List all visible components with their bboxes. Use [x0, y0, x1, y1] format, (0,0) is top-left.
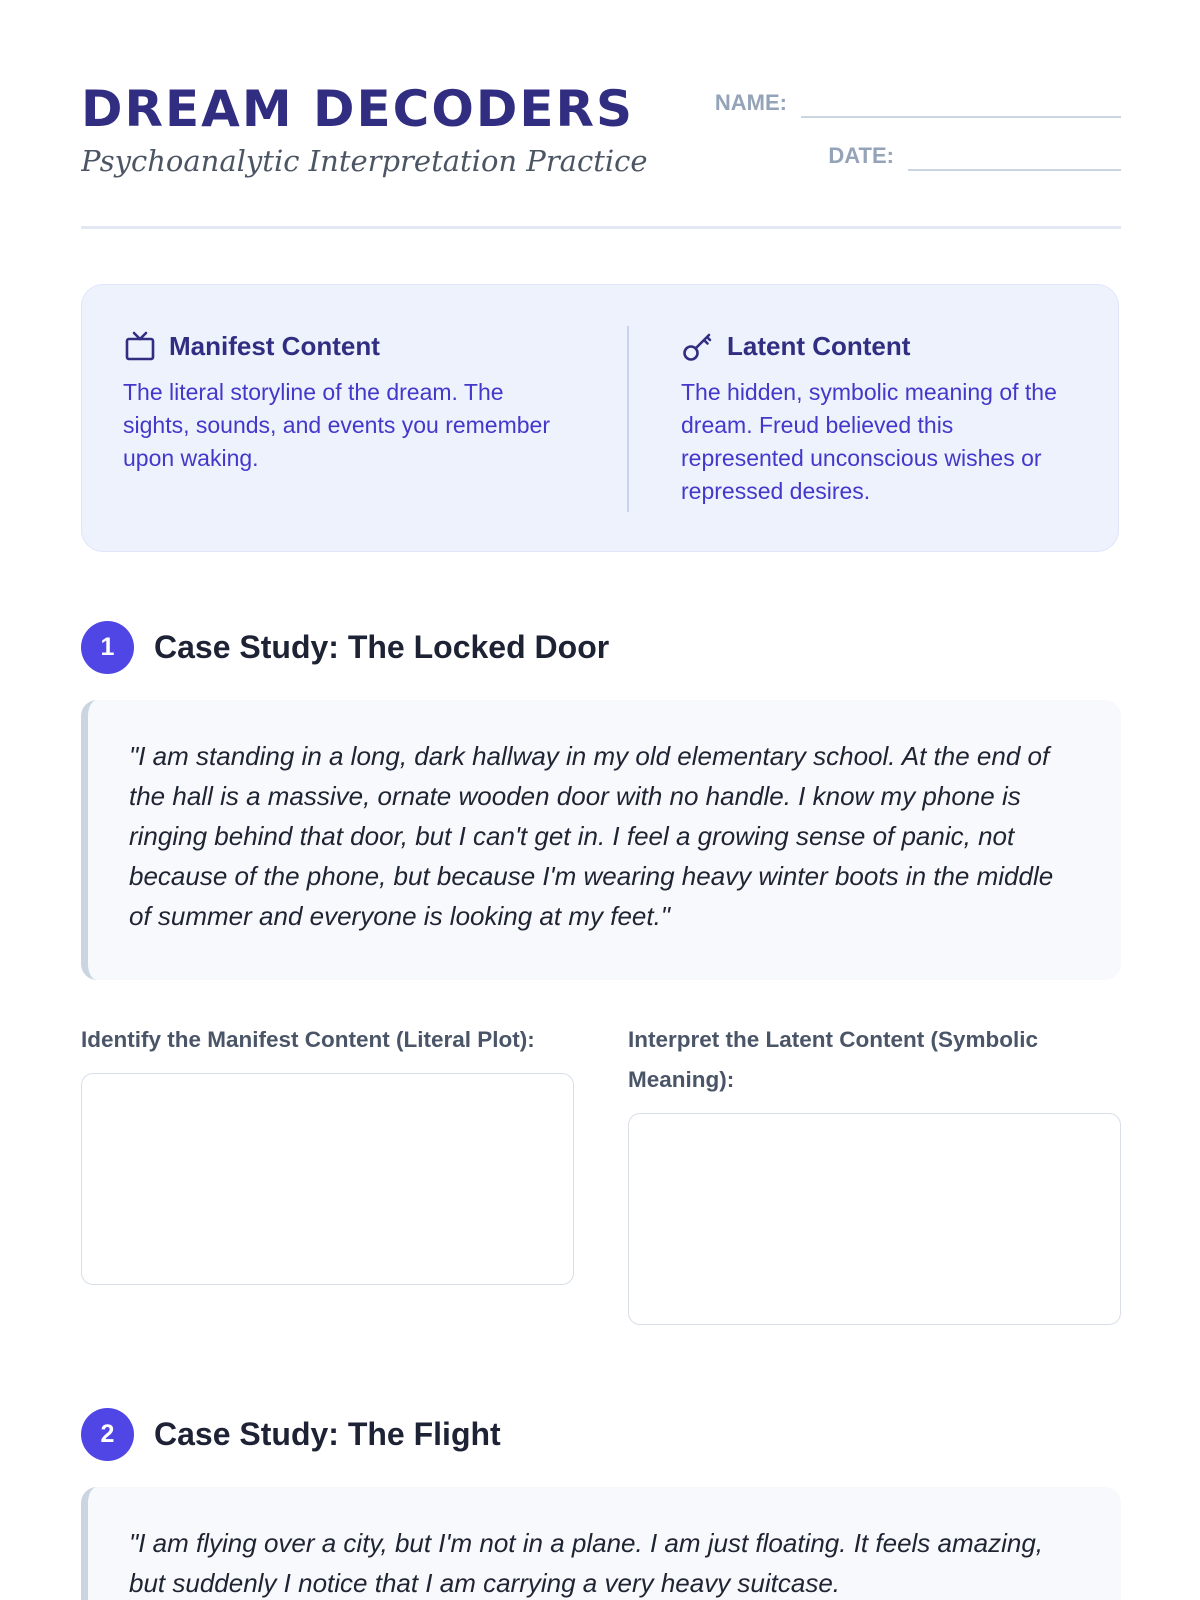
latent-definition	[681, 329, 1081, 508]
case-study-1	[81, 620, 1121, 1092]
tv-icon	[123, 329, 157, 363]
date-label: DATE:	[828, 143, 894, 168]
date-field	[828, 141, 1121, 171]
page-title: DREAM DECODERS	[81, 80, 635, 138]
concept-divider	[627, 326, 629, 512]
manifest-title: Manifest Content	[169, 330, 380, 361]
concept-definitions-box	[81, 284, 1119, 552]
case-study-2-heading	[81, 1407, 1121, 1461]
manifest-heading	[123, 329, 553, 363]
manifest-answer-box[interactable]	[81, 1073, 574, 1285]
latent-prompt: Interpret the Latent Content (Symbolic Meaning):	[628, 1027, 1039, 1092]
case-study-title: Case Study: The Locked Door	[154, 628, 610, 665]
page-subtitle: Psychoanalytic Interpretation Practice	[81, 144, 648, 178]
case-number-badge: 1	[81, 621, 134, 674]
latent-title: Latent Content	[727, 330, 911, 361]
name-input-line[interactable]	[801, 88, 1121, 118]
latent-answer-area	[628, 1020, 1121, 1325]
latent-answer-box[interactable]	[628, 1113, 1121, 1325]
dream-description: "I am flying over a city, but I'm not in a plane. I am just floating. It feels amazing, but suddenly I notice that I am carrying a very heavy suitcase.	[81, 1487, 1121, 1600]
case-study-2	[81, 1407, 1121, 1598]
worksheet-header	[81, 78, 1121, 228]
dream-description: "I am standing in a long, dark hallway in my old elementary school. At the end of the hall is a massive, ornate wooden door with no handle. I know my phone is ringing behind that door, but I can't get in. I feel a growing sense of panic, not because of the phone, but because I'm wearing heavy winter boots in the middle of summer and everyone is looking at my feet."	[81, 700, 1121, 980]
latent-heading	[681, 329, 1081, 363]
header-divider	[81, 226, 1121, 229]
key-icon	[681, 329, 715, 363]
date-input-line[interactable]	[908, 141, 1121, 171]
latent-text: The hidden, symbolic meaning of the dream. Freud believed this represented unconscious wishes or repressed desires.	[681, 379, 1057, 504]
manifest-prompt: Identify the Manifest Content (Literal Plot):	[81, 1027, 535, 1052]
name-field	[715, 88, 1121, 118]
manifest-definition	[123, 329, 553, 475]
worksheet-page	[81, 0, 1121, 1600]
case-study-1-heading	[81, 620, 1121, 674]
case-number-badge: 2	[81, 1408, 134, 1461]
case-study-title: Case Study: The Flight	[154, 1415, 501, 1452]
manifest-text: The literal storyline of the dream. The sights, sounds, and events you remember upon waking.	[123, 379, 551, 471]
manifest-answer-area	[81, 1020, 574, 1285]
name-label: NAME:	[714, 90, 787, 115]
